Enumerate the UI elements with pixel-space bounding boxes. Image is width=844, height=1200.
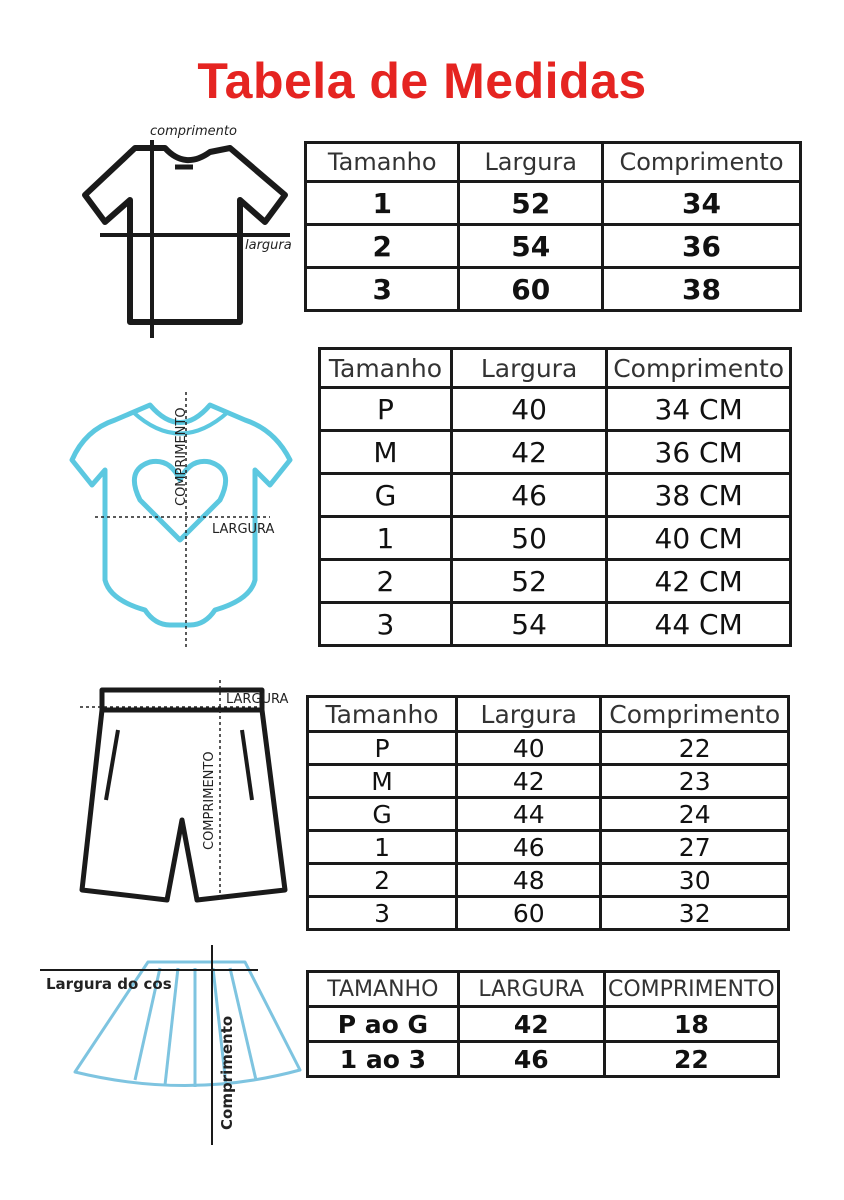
size-table-shorts bbox=[306, 695, 790, 931]
shirt-width-label: largura bbox=[245, 238, 292, 253]
table-header-row bbox=[308, 697, 789, 732]
table-cell: 30 bbox=[601, 864, 789, 897]
table-cell: 52 bbox=[459, 182, 603, 225]
table-cell: 42 bbox=[458, 1007, 604, 1042]
table-row bbox=[308, 798, 789, 831]
table-row bbox=[320, 603, 791, 646]
table-cell: 34 bbox=[602, 182, 800, 225]
table-row bbox=[320, 474, 791, 517]
header-cell: Tamanho bbox=[320, 349, 452, 388]
table-cell: 42 bbox=[451, 431, 606, 474]
table-row bbox=[306, 268, 801, 311]
table-cell: 18 bbox=[604, 1007, 778, 1042]
header-cell: Comprimento bbox=[601, 697, 789, 732]
table-row bbox=[308, 765, 789, 798]
table-cell: P bbox=[320, 388, 452, 431]
table-header-row bbox=[308, 972, 779, 1007]
table-cell: 40 CM bbox=[607, 517, 791, 560]
table-header-row bbox=[306, 143, 801, 182]
bodysuit-width-label: LARGURA bbox=[212, 522, 275, 537]
table-cell: 52 bbox=[451, 560, 606, 603]
header-cell: Comprimento bbox=[602, 143, 800, 182]
table-cell: G bbox=[320, 474, 452, 517]
skirt-length-label: Comprimento bbox=[218, 1015, 236, 1130]
shorts-length-label: COMPRIMENTO bbox=[202, 751, 217, 850]
table-cell: 60 bbox=[457, 897, 601, 930]
table-cell: 36 CM bbox=[607, 431, 791, 474]
table-cell: 38 CM bbox=[607, 474, 791, 517]
table-cell: 44 bbox=[457, 798, 601, 831]
table-row bbox=[320, 517, 791, 560]
table-cell: 38 bbox=[602, 268, 800, 311]
header-cell: Tamanho bbox=[306, 143, 459, 182]
table-cell: 60 bbox=[459, 268, 603, 311]
header-cell: Largura bbox=[451, 349, 606, 388]
table-cell: M bbox=[320, 431, 452, 474]
table-row bbox=[320, 388, 791, 431]
bodysuit-length-label: COMPRIMENTO bbox=[174, 407, 189, 506]
skirt-width-label: Largura do cos bbox=[46, 975, 172, 993]
header-cell: Tamanho bbox=[308, 697, 457, 732]
header-cell: TAMANHO bbox=[308, 972, 459, 1007]
table-cell: 3 bbox=[320, 603, 452, 646]
table-cell: 2 bbox=[320, 560, 452, 603]
table-cell: 1 bbox=[306, 182, 459, 225]
table-cell: 23 bbox=[601, 765, 789, 798]
table-cell: 3 bbox=[306, 268, 459, 311]
table-cell: 42 CM bbox=[607, 560, 791, 603]
table-cell: 50 bbox=[451, 517, 606, 560]
header-cell: Comprimento bbox=[607, 349, 791, 388]
table-cell: M bbox=[308, 765, 457, 798]
table-cell: 46 bbox=[458, 1042, 604, 1077]
shorts-icon bbox=[80, 680, 285, 900]
header-cell: LARGURA bbox=[458, 972, 604, 1007]
table-cell: P ao G bbox=[308, 1007, 459, 1042]
table-row bbox=[308, 732, 789, 765]
table-row bbox=[308, 831, 789, 864]
table-cell: 46 bbox=[457, 831, 601, 864]
table-cell: 46 bbox=[451, 474, 606, 517]
table-cell: 40 bbox=[451, 388, 606, 431]
size-table-bodysuit bbox=[318, 347, 792, 647]
table-cell: 54 bbox=[451, 603, 606, 646]
header-cell: Largura bbox=[457, 697, 601, 732]
table-cell: 48 bbox=[457, 864, 601, 897]
size-table-skirt bbox=[306, 970, 780, 1078]
table-cell: 36 bbox=[602, 225, 800, 268]
table-cell: 42 bbox=[457, 765, 601, 798]
table-row bbox=[308, 864, 789, 897]
shirt-length-label: comprimento bbox=[150, 124, 237, 139]
table-cell: 22 bbox=[604, 1042, 778, 1077]
table-cell: 2 bbox=[306, 225, 459, 268]
table-row bbox=[320, 560, 791, 603]
table-cell: 54 bbox=[459, 225, 603, 268]
table-row bbox=[306, 225, 801, 268]
table-cell: 1 ao 3 bbox=[308, 1042, 459, 1077]
table-cell: G bbox=[308, 798, 457, 831]
table-cell: 1 bbox=[308, 831, 457, 864]
page-title: Tabela de Medidas bbox=[197, 53, 647, 109]
table-cell: 24 bbox=[601, 798, 789, 831]
table-cell: 40 bbox=[457, 732, 601, 765]
header-cell: COMPRIMENTO bbox=[604, 972, 778, 1007]
table-cell: P bbox=[308, 732, 457, 765]
table-cell: 27 bbox=[601, 831, 789, 864]
table-row bbox=[320, 431, 791, 474]
table-row bbox=[308, 1042, 779, 1077]
table-cell: 32 bbox=[601, 897, 789, 930]
shorts-width-label: LARGURA bbox=[226, 692, 289, 707]
table-row bbox=[308, 1007, 779, 1042]
table-cell: 34 CM bbox=[607, 388, 791, 431]
header-cell: Largura bbox=[459, 143, 603, 182]
table-cell: 3 bbox=[308, 897, 457, 930]
table-cell: 1 bbox=[320, 517, 452, 560]
table-row bbox=[306, 182, 801, 225]
size-table-tshirt bbox=[304, 141, 802, 312]
table-cell: 22 bbox=[601, 732, 789, 765]
table-header-row bbox=[320, 349, 791, 388]
table-cell: 44 CM bbox=[607, 603, 791, 646]
table-row bbox=[308, 897, 789, 930]
table-cell: 2 bbox=[308, 864, 457, 897]
